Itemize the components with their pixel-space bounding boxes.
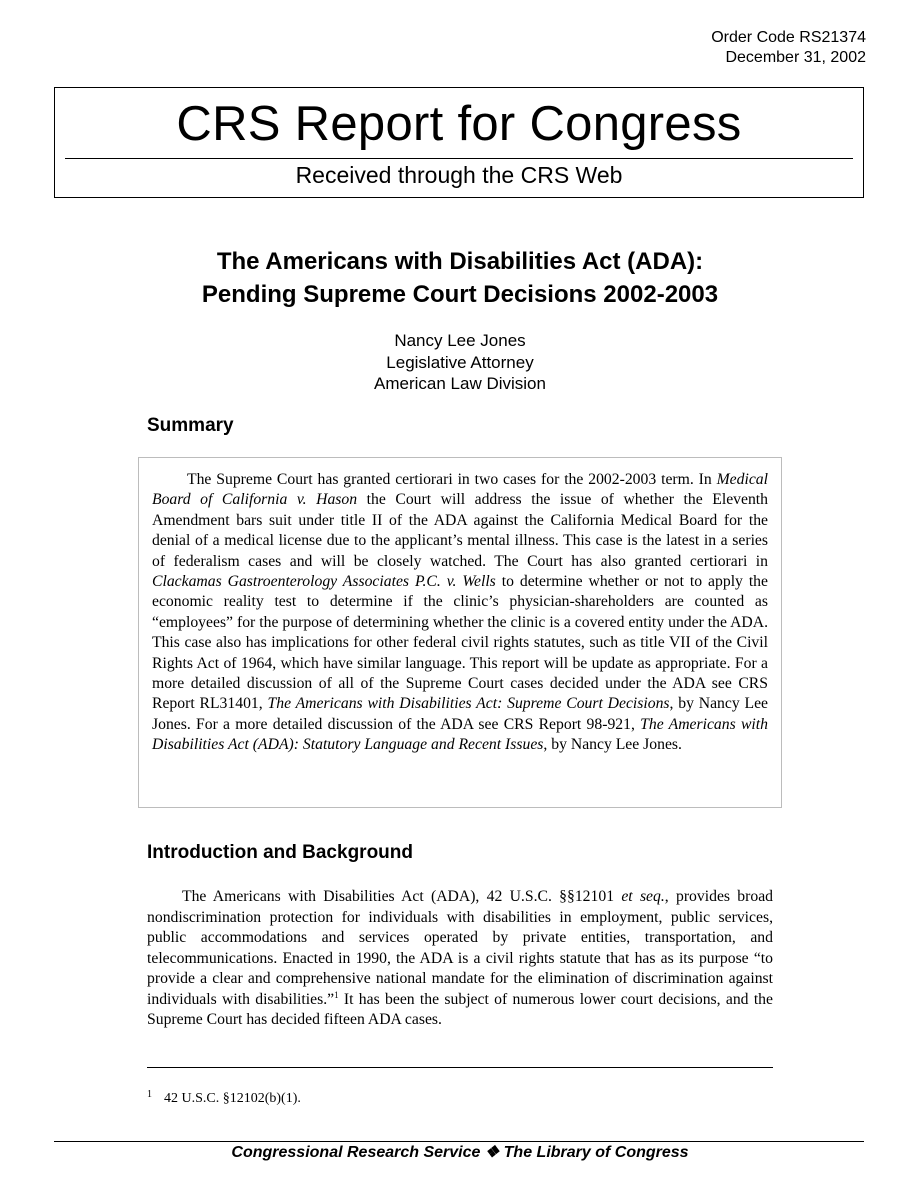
footnote-reference[interactable]: 1 [334, 989, 339, 1000]
document-title-line1: The Americans with Disabilities Act (ADA): [216, 248, 704, 275]
order-code: Order Code RS21374 [711, 29, 866, 46]
footer-rule [54, 1141, 864, 1142]
footnote-number: 1 [147, 1089, 152, 1100]
summary-text-2: the Court will address the issue of whether the Eleventh Amendment bars suit under title II of the ADA against the California Medical Board for the denial of a medical license due to the applicant’s mental illness. This case is the latest in a series of federalism cases and will be closely watched. The Court has also granted certiorari in [152, 491, 769, 570]
summary-text-3: to determine whether or not to apply the economic reality test to determine if the clinic’s physician-shareholders are counted as “employees” for the purpose of determining whether the clinic is a covered entity under the ADA. This case also has implications for other federal civil rights statutes, such as title VII of the Civil Rights Act of 1964, which have similar language. This report will be update as appropriate. For a more detailed discussion of all of the Supreme Court cases decided under the ADA see CRS Report RL31401, [152, 573, 768, 713]
et-seq: et seq. [621, 888, 665, 905]
order-code-block [711, 28, 866, 68]
report-title-rl31401: The Americans with Disabilities Act: Supreme Court Decisions [267, 695, 670, 713]
document-title [0, 245, 920, 311]
intro-paragraph [147, 887, 773, 1031]
document-title-line2: Pending Supreme Court Decisions 2002-2003 [201, 281, 719, 308]
summary-text-1: The Supreme Court has granted certiorari in two cases for the 2002-2003 term. In [187, 471, 717, 488]
report-date: December 31, 2002 [725, 49, 866, 66]
author-block [0, 330, 920, 395]
author-name: Nancy Lee Jones [394, 331, 526, 350]
footnote [147, 1086, 301, 1108]
masthead-title: CRS Report for Congress [176, 97, 742, 151]
summary-paragraph [152, 470, 768, 756]
intro-heading: Introduction and Background [147, 842, 413, 863]
masthead-rule [65, 158, 853, 159]
footnote-text: 42 U.S.C. §12102(b)(1). [164, 1091, 301, 1106]
intro-text-1: The Americans with Disabilities Act (ADA), 42 U.S.C. §§12101 [182, 888, 622, 905]
summary-box [138, 457, 782, 808]
author-position: Legislative Attorney [386, 352, 534, 372]
page-footer: Congressional Research Service ❖ The Library of Congress [231, 1144, 689, 1161]
summary-heading: Summary [147, 415, 234, 436]
report-title-98-921: The Americans with Disabilities Act (ADA): Statutory Language and Recent Issues [152, 715, 768, 754]
masthead-subtitle: Received through the CRS Web [295, 162, 623, 188]
case-name-clackamas: Clackamas Gastroenterology Associates P.C. v. Wells [152, 573, 496, 591]
case-name-hason: Medical Board of California v. Hason [152, 471, 768, 509]
intro-text-2: , provides broad nondiscrimination protection for individuals with disabilities in employment, public services, public accommodations and services operated by private entities, transportation, and telecommunications. Enacted in 1990, the ADA is a civil rights statute that has as its purpose “to provide a clear and comprehensive national mandate for the elimination of discrimination against individuals with disabilities.” [147, 888, 774, 1008]
author-division: American Law Division [374, 374, 546, 393]
intro-text-3: It has been the subject of numerous lower court decisions, and the Supreme Court has decided fifteen ADA cases. [147, 990, 773, 1028]
summary-text-4: , by Nancy Lee Jones. For a more detailed discussion of the ADA see CRS Report 98-921, [152, 695, 769, 733]
summary-text-5: , by Nancy Lee Jones. [543, 736, 682, 754]
footnote-rule [147, 1067, 773, 1068]
masthead [54, 87, 864, 198]
